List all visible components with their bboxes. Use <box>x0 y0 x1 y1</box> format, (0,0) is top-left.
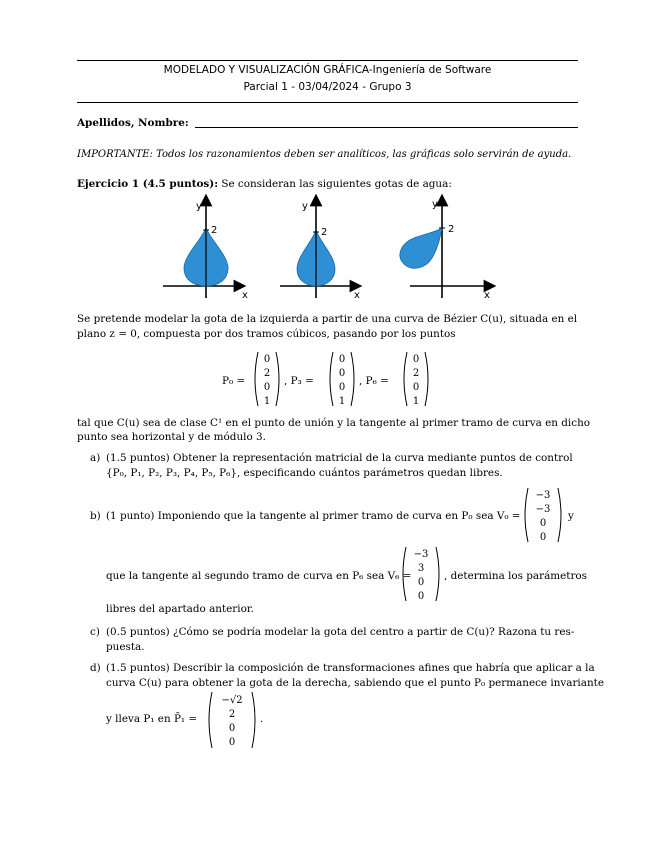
exercise-heading <box>77 177 452 191</box>
p6-z: 0 <box>412 382 420 393</box>
p1-bar-w: 0 <box>228 737 236 748</box>
p6-x: 0 <box>412 354 420 365</box>
exercise-title: Ejercicio 1 (4.5 puntos): <box>77 178 219 190</box>
drop-center-tick: 2 <box>321 227 328 238</box>
p1-bar-y: 2 <box>228 709 236 720</box>
p3-z: 0 <box>338 382 346 393</box>
item-b-line1: (1 punto) Imponiendo que la tangente al primer tramo de curva en P₀ sea V₀ = <box>106 510 521 522</box>
item-a-label: a) <box>90 452 101 464</box>
p3-y: 0 <box>338 368 346 379</box>
p6-y: 2 <box>412 368 420 379</box>
item-c-line1: (0.5 puntos) ¿Cómo se podría modelar la gota del centro a partir de C(u)? Razona tu res- <box>106 626 575 638</box>
para1-line2: plano z = 0, compuesta por dos tramos cúbicos, pasando por los puntos <box>77 328 456 340</box>
p3-x: 0 <box>338 354 346 365</box>
important-note: IMPORTANTE: Todos los razonamientos deben ser analíticos, las gráficas solo servirán de ayuda. <box>77 149 572 160</box>
v0-z: 0 <box>539 518 547 529</box>
p0-w: 1 <box>263 396 271 407</box>
item-b-after-v6: , determina los parámetros <box>444 570 588 582</box>
item-a-line1: (1.5 puntos) Obtener la representación matricial de la curva mediante puntos de control <box>106 452 573 464</box>
drop-right-x-label: x <box>484 290 490 301</box>
para2-line1: tal que C(u) sea de clase C¹ en el punto de unión y la tangente al primer tramo de curva en dicho <box>77 417 591 429</box>
v6-x: −3 <box>413 549 429 560</box>
name-field-label: Apellidos, Nombre: <box>77 117 189 129</box>
v0-w: 0 <box>539 532 547 543</box>
item-d-after: . <box>260 713 264 725</box>
header-top-rule <box>77 60 578 61</box>
drop-left-tick: 2 <box>211 225 218 236</box>
drop-right-shape <box>400 228 442 268</box>
drop-right-tick: 2 <box>448 224 455 235</box>
header-title: MODELADO Y VISUALIZACIÓN GRÁFICA-Ingeniería de Software <box>163 64 492 76</box>
drop-right-figure <box>400 199 490 301</box>
p1-bar-vector <box>206 690 258 750</box>
v6-vector <box>400 545 442 603</box>
item-c-label: c) <box>90 626 100 638</box>
drop-center-y-label: y <box>302 201 308 212</box>
para2-line2: punto sea horizontal y de módulo 3. <box>77 431 266 443</box>
item-b-line3: libres del apartado anterior. <box>106 603 254 615</box>
item-c-line2: puesta. <box>106 641 145 653</box>
drop-left-y-label: y <box>196 201 202 212</box>
v0-vector <box>522 486 564 544</box>
item-b-after-v0: y <box>568 510 574 522</box>
v0-y: −3 <box>535 504 551 515</box>
p1-bar-z: 0 <box>228 723 236 734</box>
item-d-line3: y lleva P₁ en P̄₁ = <box>106 713 198 725</box>
drop-center-x-label: x <box>354 290 360 301</box>
p3-w: 1 <box>338 396 346 407</box>
p6-label: , P₆ = <box>359 375 389 387</box>
v0-x: −3 <box>535 490 551 501</box>
v6-z: 0 <box>417 577 425 588</box>
p0-x: 0 <box>263 354 271 365</box>
p3-vector <box>327 350 357 408</box>
item-a-line2: {P₀, P₁, P₂, P₃, P₄, P₅, P₆}, especificando cuántos parámetros quedan libres. <box>106 467 503 479</box>
v6-y: 3 <box>417 563 425 574</box>
item-d-line1: (1.5 puntos) Describir la composición de transformaciones afines que habría que aplicar a la <box>106 662 595 674</box>
p3-label: , P₃ = <box>284 375 314 387</box>
p6-vector <box>401 350 431 408</box>
para1-line1: Se pretende modelar la gota de la izquierda a partir de una curva de Bézier C(u), situada en el <box>77 313 578 325</box>
p0-label: P₀ = <box>222 375 246 387</box>
p0-y: 2 <box>263 368 271 379</box>
exercise-intro: Se consideran las siguientes gotas de agua: <box>221 178 452 190</box>
drop-right-y-label: y <box>432 199 438 210</box>
drop-center-figure <box>280 200 360 301</box>
drops-figure <box>160 194 500 302</box>
header-bottom-rule <box>77 102 578 103</box>
item-b-line2: que la tangente al segundo tramo de curva en P₆ sea V₆ = <box>106 570 412 582</box>
p6-w: 1 <box>412 396 420 407</box>
drop-left-x-label: x <box>242 290 248 301</box>
v6-w: 0 <box>417 591 425 602</box>
p0-vector <box>252 350 282 408</box>
p0-z: 0 <box>263 382 271 393</box>
item-b-label: b) <box>90 510 101 522</box>
header-subtitle: Parcial 1 - 03/04/2024 - Grupo 3 <box>243 81 412 93</box>
drop-left-figure <box>163 200 248 301</box>
name-field-line[interactable] <box>195 127 578 128</box>
p1-bar-x: −√2 <box>221 695 243 706</box>
item-d-label: d) <box>90 662 101 674</box>
item-d-line2: curva C(u) para obtener la gota de la derecha, sabiendo que el punto P₀ permanece invariante <box>106 677 604 689</box>
